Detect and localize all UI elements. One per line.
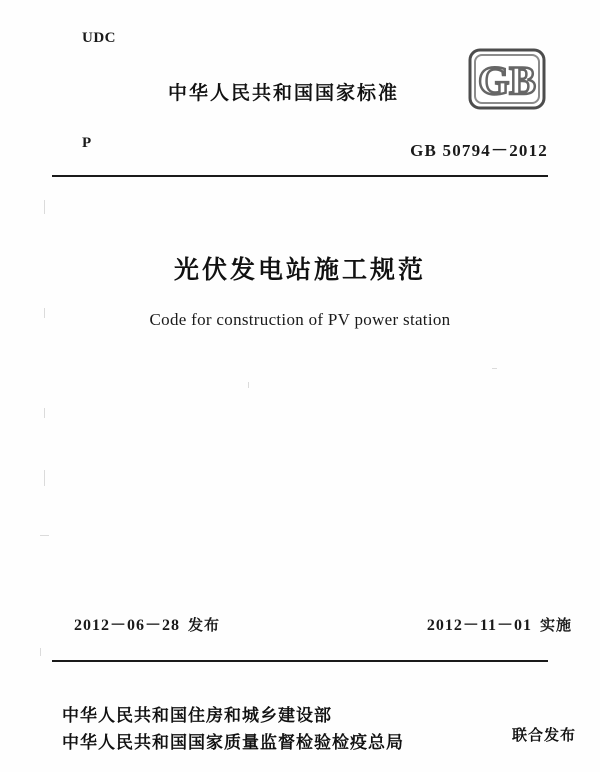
scan-speck bbox=[44, 408, 45, 418]
scan-speck bbox=[248, 382, 249, 388]
divider-top bbox=[52, 175, 548, 177]
effective-date bbox=[427, 612, 572, 635]
svg-text:GB: GB bbox=[478, 58, 536, 103]
scan-speck bbox=[44, 308, 45, 318]
udc-label: UDC bbox=[82, 30, 116, 46]
issue-date bbox=[74, 612, 220, 635]
gb-logo bbox=[468, 48, 546, 110]
effective-date-value: 2012－11－01 bbox=[426, 617, 532, 634]
publisher-line: 中华人民共和国住房和城乡建设部 bbox=[62, 706, 332, 726]
effective-date-word: 实施 bbox=[539, 616, 572, 634]
scan-speck bbox=[44, 470, 45, 486]
national-standard-header: 中华人民共和国国家标准 bbox=[168, 82, 400, 104]
classification-label: P bbox=[82, 135, 92, 151]
publisher-list bbox=[62, 703, 482, 757]
scan-speck bbox=[40, 535, 49, 536]
page-title-english: Code for construction of PV power station bbox=[149, 310, 451, 329]
scan-speck bbox=[40, 648, 41, 656]
publisher-line: 中华人民共和国国家质量监督检验检疫总局 bbox=[62, 733, 404, 753]
page-title-chinese: 光伏发电站施工规范 bbox=[173, 255, 426, 284]
scan-speck bbox=[492, 368, 497, 369]
scan-speck bbox=[44, 200, 45, 214]
issue-date-value: 2012－06－28 bbox=[74, 617, 181, 634]
divider-bottom bbox=[52, 660, 548, 662]
joint-release-label: 联合发布 bbox=[511, 726, 576, 744]
standard-number: GB 50794－2012 bbox=[410, 141, 548, 160]
issue-date-word: 发布 bbox=[188, 616, 221, 634]
